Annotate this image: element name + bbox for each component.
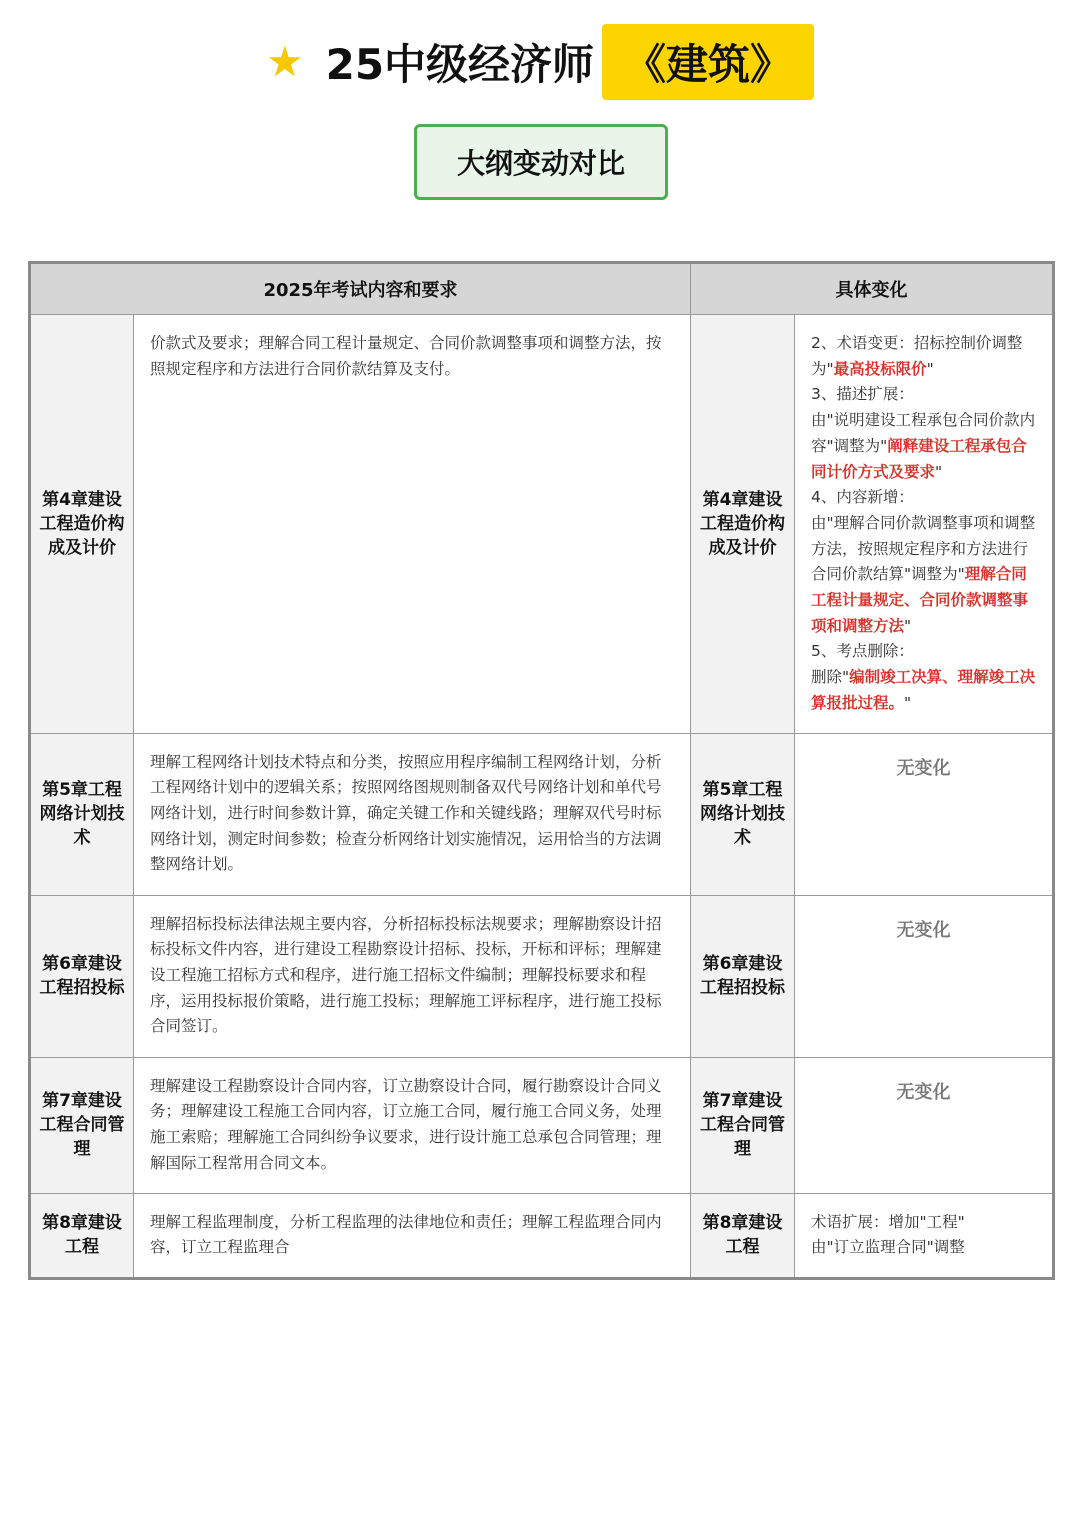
change-line: 术语扩展：增加"工程" [811, 1212, 965, 1231]
header-changes: 具体变化 [691, 263, 1054, 315]
change-cell [795, 1193, 1054, 1278]
table-row [30, 1057, 1054, 1193]
chapter-cell: 第8章建设工程 [30, 1193, 134, 1278]
chapter-cell: 第6章建设工程招投标 [30, 895, 134, 1057]
change-chapter-cell: 第7章建设工程合同管理 [691, 1057, 795, 1193]
change-line: 4、内容新增： [811, 488, 914, 507]
page-title-highlight: 《建筑》 [602, 24, 814, 100]
header-requirements: 2025年考试内容和要求 [30, 263, 691, 315]
requirement-cell: 价款式及要求；理解合同工程计量规定、合同价款调整事项和调整方法，按照规定程序和方法进行合同价款结算及支付。 [134, 315, 691, 734]
change-chapter-cell: 第5章工程网络计划技术 [691, 733, 795, 895]
chapter-cell: 第7章建设工程合同管理 [30, 1057, 134, 1193]
requirement-cell: 理解工程网络计划技术特点和分类，按照应用程序编制工程网络计划，分析工程网络计划中的逻辑关系；按照网络图规则制备双代号网络计划和单代号网络计划，进行时间参数计算，确定关键工作和关键线路；理解双代号时标网络计划，测定时间参数；检查分析网络计划实施情况，运用恰当的方法调整网络计划。 [134, 733, 691, 895]
no-change-cell: 无变化 [795, 895, 1054, 1057]
change-line: 3、描述扩展： [811, 385, 914, 404]
table-row [30, 895, 1054, 1057]
table-header-row [30, 263, 1054, 315]
change-line: 删除"编制竣工决算、理解竣工决算报批过程。" [811, 668, 1036, 712]
change-line: 2、术语变更：招标控制价调整为"最高投标限价" [811, 334, 1023, 378]
subtitle-badge: 大纲变动对比 [414, 124, 668, 200]
table-row [30, 1193, 1054, 1278]
change-line: 由"订立监理合同"调整 [811, 1238, 965, 1257]
table-row [30, 315, 1054, 734]
star-icon: ★ [265, 37, 304, 86]
requirement-cell: 理解建设工程勘察设计合同内容，订立勘察设计合同，履行勘察设计合同义务；理解建设工程施工合同内容，订立施工合同，履行施工合同义务，处理施工索赔；理解施工合同纠纷争议要求，进行设计施工总承包合同管理；理解国际工程常用合同文本。 [134, 1057, 691, 1193]
change-line: 5、考点删除： [811, 642, 914, 661]
no-change-cell: 无变化 [795, 1057, 1054, 1193]
change-line: 由"理解合同价款调整事项和调整方法，按照规定程序和方法进行合同价款结算"调整为"理解合同工程计量规定、合同价款调整事项和调整方法" [811, 513, 1036, 635]
syllabus-comparison-table [28, 261, 1055, 1280]
change-chapter-cell: 第6章建设工程招投标 [691, 895, 795, 1057]
chapter-cell: 第5章工程网络计划技术 [30, 733, 134, 895]
no-change-cell: 无变化 [795, 733, 1054, 895]
table-row [30, 733, 1054, 895]
page-title: 25中级经济师 [325, 40, 595, 89]
title-row [0, 26, 1080, 98]
change-line: 由"说明建设工程承包合同价款内容"调整为"阐释建设工程承包合同计价方式及要求" [811, 411, 1036, 481]
change-chapter-cell: 第4章建设工程造价构成及计价 [691, 315, 795, 734]
requirement-cell: 理解招标投标法律法规主要内容，分析招标投标法规要求；理解勘察设计招标投标文件内容，进行建设工程勘察设计招标、投标，开标和评标；理解建设工程施工招标方式和程序，进行施工招标文件编制；理解投标要求和程序，运用投标报价策略，进行施工投标；理解施工评标程序，进行施工投标合同签订。 [134, 895, 691, 1057]
chapter-cell: 第4章建设工程造价构成及计价 [30, 315, 134, 734]
change-chapter-cell: 第8章建设工程 [691, 1193, 795, 1278]
change-cell [795, 315, 1054, 734]
requirement-cell: 理解工程监理制度，分析工程监理的法律地位和责任；理解工程监理合同内容，订立工程监理合 [134, 1193, 691, 1278]
